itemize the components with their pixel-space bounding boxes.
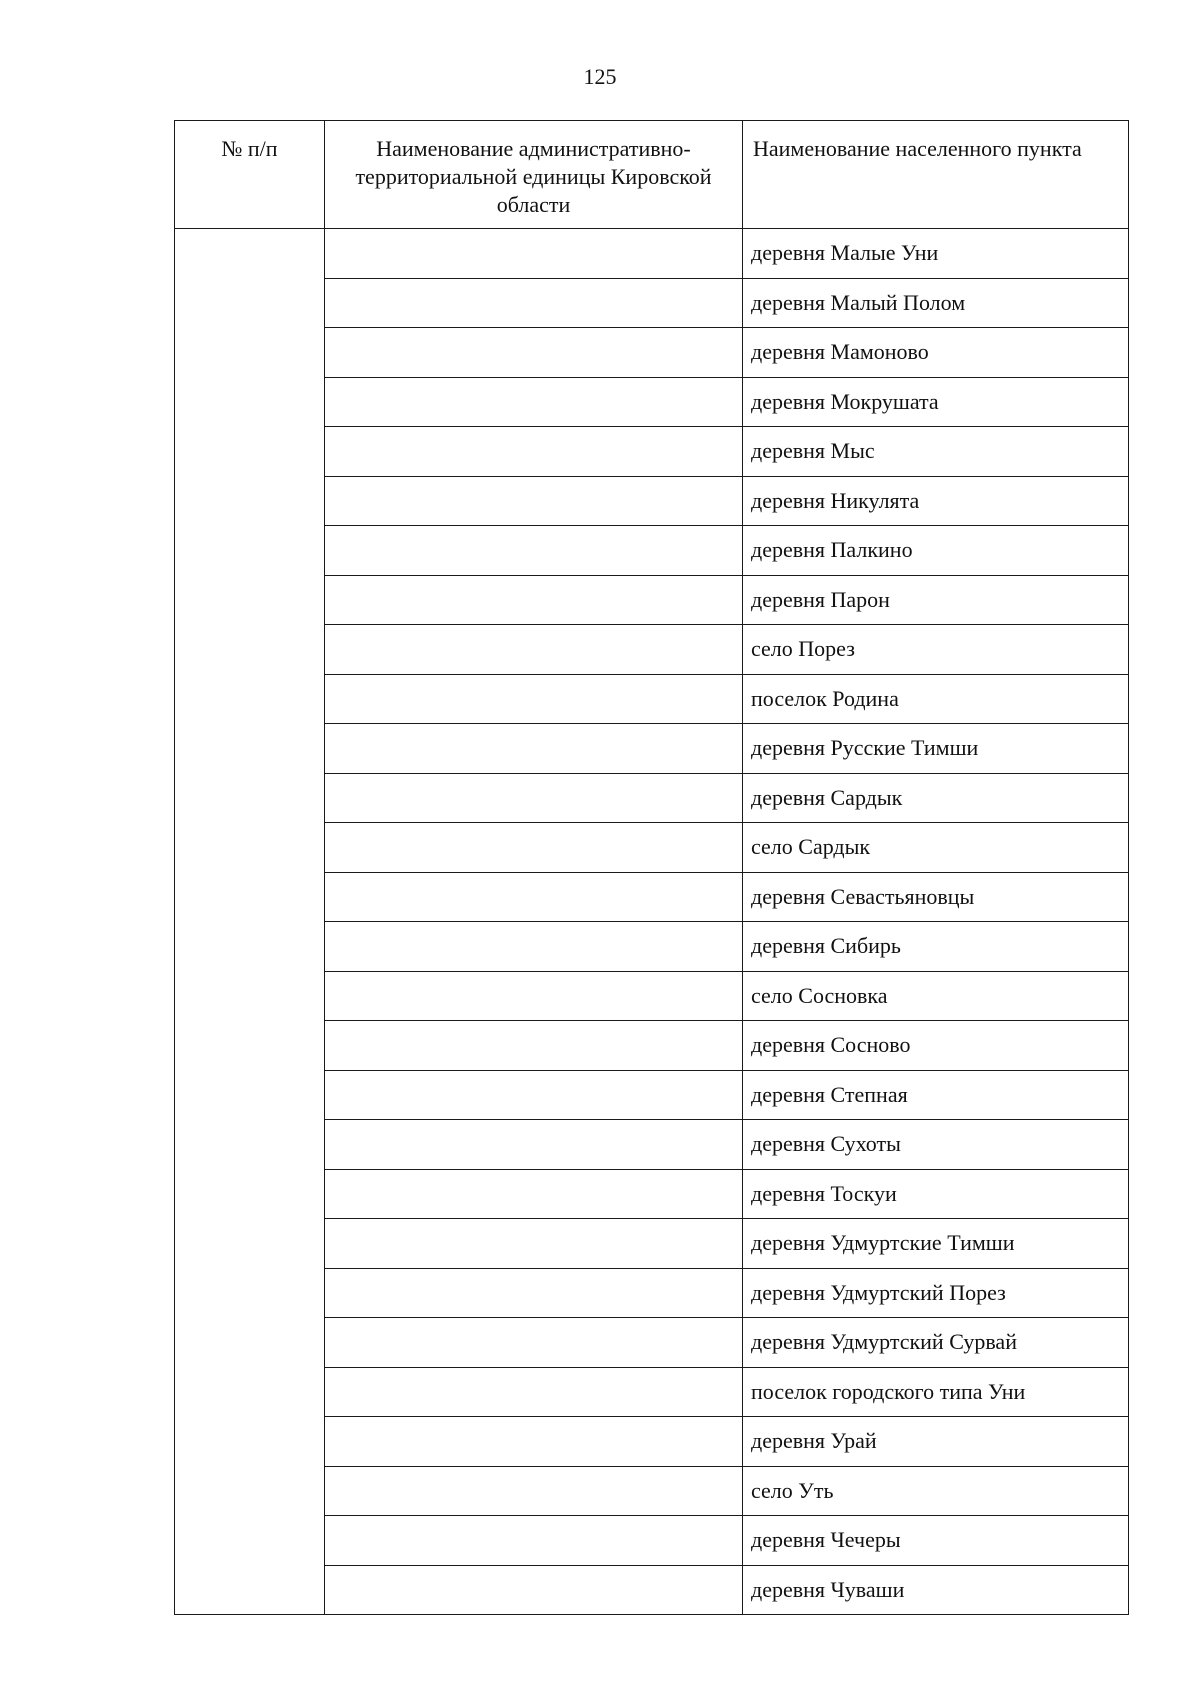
administrative-unit-cell (325, 229, 743, 279)
settlement-cell: поселок Родина (743, 674, 1129, 724)
table-row (175, 229, 1129, 279)
settlement-cell: деревня Севастьяновцы (743, 872, 1129, 922)
settlement-cell: деревня Мыс (743, 427, 1129, 477)
settlement-cell: деревня Урай (743, 1417, 1129, 1467)
page-number: 125 (583, 64, 617, 89)
administrative-unit-cell (325, 1219, 743, 1269)
administrative-unit-cell (325, 427, 743, 477)
header-settlement: Наименование населенного пункта (743, 121, 1129, 229)
administrative-unit-cell (325, 1565, 743, 1615)
settlement-cell: деревня Сибирь (743, 922, 1129, 972)
administrative-unit-cell (325, 1318, 743, 1368)
settlement-cell: деревня Русские Тимши (743, 724, 1129, 774)
administrative-unit-cell (325, 773, 743, 823)
settlement-cell: деревня Малый Полом (743, 278, 1129, 328)
header-row (175, 121, 1129, 229)
settlement-cell: деревня Парон (743, 575, 1129, 625)
administrative-unit-cell (325, 278, 743, 328)
administrative-unit-cell (325, 823, 743, 873)
administrative-unit-cell (325, 971, 743, 1021)
administrative-unit-cell (325, 1021, 743, 1071)
settlement-cell: деревня Чечеры (743, 1516, 1129, 1566)
settlement-cell: село Сосновка (743, 971, 1129, 1021)
settlement-cell: деревня Удмуртский Сурвай (743, 1318, 1129, 1368)
number-cell (175, 229, 325, 1615)
administrative-unit-cell (325, 526, 743, 576)
administrative-unit-cell (325, 872, 743, 922)
settlements-table-container (174, 120, 1128, 1615)
settlement-cell: село Сардык (743, 823, 1129, 873)
administrative-unit-cell (325, 625, 743, 675)
administrative-unit-cell (325, 1070, 743, 1120)
administrative-unit-cell (325, 377, 743, 427)
settlement-cell: деревня Никулята (743, 476, 1129, 526)
settlement-cell: деревня Мокрушата (743, 377, 1129, 427)
settlement-cell: деревня Чуваши (743, 1565, 1129, 1615)
settlement-cell: деревня Степная (743, 1070, 1129, 1120)
administrative-unit-cell (325, 328, 743, 378)
administrative-unit-cell (325, 575, 743, 625)
settlement-cell: деревня Тоскуи (743, 1169, 1129, 1219)
table-header (175, 121, 1129, 229)
settlement-cell: деревня Малые Уни (743, 229, 1129, 279)
administrative-unit-cell (325, 1120, 743, 1170)
settlement-cell: деревня Мамоново (743, 328, 1129, 378)
administrative-unit-cell (325, 1466, 743, 1516)
header-administrative-unit: Наименование административно-территориальной единицы Кировской области (325, 121, 743, 229)
settlement-cell: деревня Сосново (743, 1021, 1129, 1071)
administrative-unit-cell (325, 922, 743, 972)
table-body (175, 229, 1129, 1615)
administrative-unit-cell (325, 1169, 743, 1219)
settlement-cell: деревня Удмуртские Тимши (743, 1219, 1129, 1269)
administrative-unit-cell (325, 1367, 743, 1417)
header-number: № п/п (175, 121, 325, 229)
administrative-unit-cell (325, 1417, 743, 1467)
settlement-cell: деревня Удмуртский Порез (743, 1268, 1129, 1318)
settlement-cell: село Порез (743, 625, 1129, 675)
settlement-cell: деревня Сухоты (743, 1120, 1129, 1170)
settlement-cell: село Уть (743, 1466, 1129, 1516)
administrative-unit-cell (325, 476, 743, 526)
administrative-unit-cell (325, 674, 743, 724)
settlement-cell: деревня Сардык (743, 773, 1129, 823)
administrative-unit-cell (325, 724, 743, 774)
settlement-cell: деревня Палкино (743, 526, 1129, 576)
settlement-cell: поселок городского типа Уни (743, 1367, 1129, 1417)
administrative-unit-cell (325, 1516, 743, 1566)
administrative-unit-cell (325, 1268, 743, 1318)
settlements-table (174, 120, 1129, 1615)
